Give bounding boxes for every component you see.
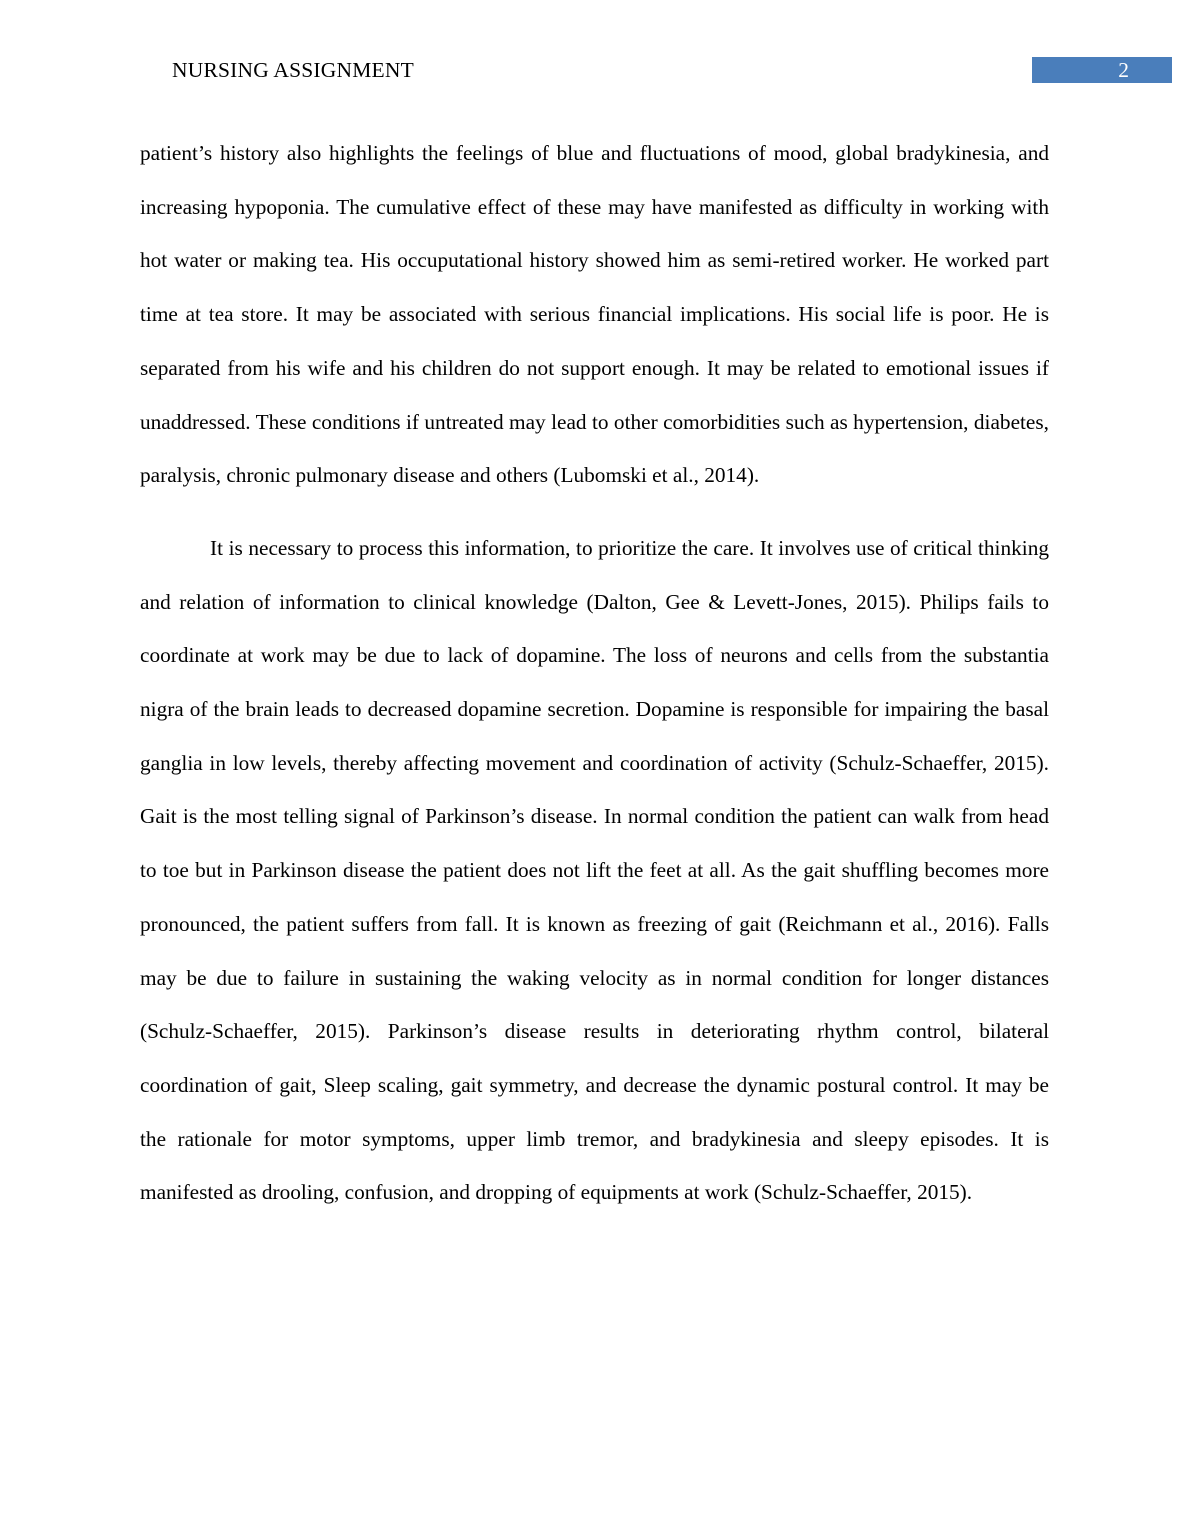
running-head: NURSING ASSIGNMENT [172, 58, 414, 82]
page-number: 2 [1032, 57, 1172, 83]
paragraph-1: patient’s history also highlights the feelings of blue and fluctuations of mood, global bradykinesia, and increasing hypoponia. The cumulative effect of these may have manifested as difficulty in working with hot water or making tea. His occuputational history showed him as semi-retired worker. He worked part time at tea store. It may be associated with serious financial implications. His social life is poor. He is separated from his wife and his children do not support enough. It may be related to emotional issues if unaddressed. These conditions if untreated may lead to other comorbidities such as hypertension, diabetes, paralysis, chronic pulmonary disease and others (Lubomski et al., 2014). [140, 141, 1049, 488]
paragraph-2: It is necessary to process this information, to prioritize the care. It involves use of critical thinking and relation of information to clinical knowledge (Dalton, Gee & Levett-Jones, 2015). Philips fails to coordinate at work may be due to lack of dopamine. The loss of neurons and cells from the substantia nigra of the brain leads to decreased dopamine secretion. Dopamine is responsible for impairing the basal ganglia in low levels, thereby affecting movement and coordination of activity (Schulz-Schaeffer, 2015). Gait is the most telling signal of Parkinson’s disease. In normal condition the patient can walk from head to toe but in Parkinson disease the patient does not lift the feet at all. As the gait shuffling becomes more pronounced, the patient suffers from fall. It is known as freezing of gait (Reichmann et al., 2016). Falls may be due to failure in sustaining the waking velocity as in normal condition for longer distances (Schulz-Schaeffer, 2015). Parkinson’s disease results in deteriorating rhythm control, bilateral coordination of gait, Sleep scaling, gait symmetry, and decrease the dynamic postural control. It may be the rationale for motor symptoms, upper limb tremor, and bradykinesia and sleepy episodes. It is manifested as drooling, confusion, and dropping of equipments at work (Schulz-Schaeffer, 2015). [140, 535, 1049, 1205]
document-body [140, 127, 1049, 1220]
